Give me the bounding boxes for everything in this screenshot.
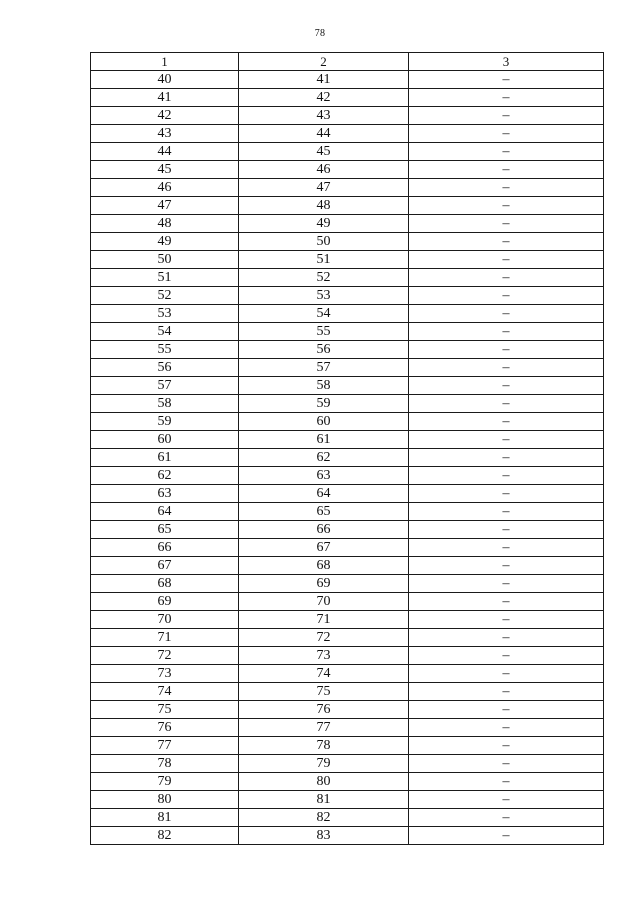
- table-cell-col-1: 69: [91, 593, 239, 611]
- table-row: [91, 737, 604, 755]
- table-cell-col-1: 74: [91, 683, 239, 701]
- table-cell-col-2: 45: [239, 143, 409, 161]
- table-cell-col-3: –: [409, 593, 604, 611]
- table-cell-col-1: 62: [91, 467, 239, 485]
- table-cell-col-1: 80: [91, 791, 239, 809]
- table-cell-col-1: 40: [91, 71, 239, 89]
- table-cell-col-2: 70: [239, 593, 409, 611]
- table-cell-col-2: 81: [239, 791, 409, 809]
- table-cell-col-3: –: [409, 197, 604, 215]
- column-header-2: 2: [239, 53, 409, 71]
- table-cell-col-2: 62: [239, 449, 409, 467]
- table-cell-col-2: 63: [239, 467, 409, 485]
- table-cell-col-2: 56: [239, 341, 409, 359]
- table-cell-col-1: 72: [91, 647, 239, 665]
- table-cell-col-2: 50: [239, 233, 409, 251]
- table-cell-col-2: 79: [239, 755, 409, 773]
- table-cell-col-1: 79: [91, 773, 239, 791]
- table-cell-col-2: 51: [239, 251, 409, 269]
- table-cell-col-1: 43: [91, 125, 239, 143]
- table-row: [91, 539, 604, 557]
- table-cell-col-1: 71: [91, 629, 239, 647]
- table-cell-col-1: 81: [91, 809, 239, 827]
- table-cell-col-3: –: [409, 359, 604, 377]
- table-cell-col-1: 67: [91, 557, 239, 575]
- table-cell-col-3: –: [409, 179, 604, 197]
- table-cell-col-1: 66: [91, 539, 239, 557]
- table-row: [91, 89, 604, 107]
- table-cell-col-2: 61: [239, 431, 409, 449]
- table-row: [91, 251, 604, 269]
- table-cell-col-1: 65: [91, 521, 239, 539]
- table-cell-col-3: –: [409, 269, 604, 287]
- table-row: [91, 683, 604, 701]
- table-row: [91, 629, 604, 647]
- table-cell-col-1: 52: [91, 287, 239, 305]
- table-cell-col-3: –: [409, 395, 604, 413]
- table-cell-col-3: –: [409, 485, 604, 503]
- table-row: [91, 431, 604, 449]
- table-cell-col-1: 41: [91, 89, 239, 107]
- table-cell-col-1: 46: [91, 179, 239, 197]
- table-cell-col-3: –: [409, 323, 604, 341]
- table-cell-col-3: –: [409, 71, 604, 89]
- table-cell-col-1: 77: [91, 737, 239, 755]
- table-cell-col-1: 57: [91, 377, 239, 395]
- table-cell-col-3: –: [409, 431, 604, 449]
- table-cell-col-1: 82: [91, 827, 239, 845]
- table-cell-col-3: –: [409, 413, 604, 431]
- table-cell-col-1: 53: [91, 305, 239, 323]
- table-row: [91, 827, 604, 845]
- table-cell-col-3: –: [409, 125, 604, 143]
- table-row: [91, 485, 604, 503]
- table-cell-col-3: –: [409, 521, 604, 539]
- table-cell-col-2: 46: [239, 161, 409, 179]
- table-row: [91, 71, 604, 89]
- table-cell-col-2: 69: [239, 575, 409, 593]
- table-row: [91, 179, 604, 197]
- table-cell-col-2: 44: [239, 125, 409, 143]
- table-row: [91, 143, 604, 161]
- table-cell-col-2: 71: [239, 611, 409, 629]
- table-cell-col-2: 42: [239, 89, 409, 107]
- table-cell-col-3: –: [409, 827, 604, 845]
- table-row: [91, 287, 604, 305]
- table-row: [91, 467, 604, 485]
- table-cell-col-2: 75: [239, 683, 409, 701]
- table-row: [91, 413, 604, 431]
- table-cell-col-3: –: [409, 611, 604, 629]
- table-cell-col-3: –: [409, 305, 604, 323]
- table-cell-col-2: 82: [239, 809, 409, 827]
- table-cell-col-3: –: [409, 755, 604, 773]
- table-cell-col-3: –: [409, 467, 604, 485]
- table-cell-col-2: 72: [239, 629, 409, 647]
- table-cell-col-3: –: [409, 737, 604, 755]
- table-row: [91, 575, 604, 593]
- table-cell-col-2: 41: [239, 71, 409, 89]
- table-cell-col-2: 66: [239, 521, 409, 539]
- table-cell-col-2: 43: [239, 107, 409, 125]
- table-cell-col-3: –: [409, 665, 604, 683]
- table-cell-col-3: –: [409, 341, 604, 359]
- table-cell-col-1: 56: [91, 359, 239, 377]
- table-cell-col-1: 73: [91, 665, 239, 683]
- table-cell-col-2: 77: [239, 719, 409, 737]
- table-row: [91, 215, 604, 233]
- table-cell-col-1: 50: [91, 251, 239, 269]
- table-row: [91, 521, 604, 539]
- table-cell-col-2: 57: [239, 359, 409, 377]
- table-cell-col-1: 47: [91, 197, 239, 215]
- table-cell-col-1: 54: [91, 323, 239, 341]
- table-cell-col-3: –: [409, 143, 604, 161]
- table-body: [91, 71, 604, 845]
- table-cell-col-2: 80: [239, 773, 409, 791]
- table-cell-col-2: 52: [239, 269, 409, 287]
- table-cell-col-3: –: [409, 251, 604, 269]
- table-cell-col-1: 76: [91, 719, 239, 737]
- table-row: [91, 197, 604, 215]
- table-cell-col-3: –: [409, 683, 604, 701]
- table-cell-col-3: –: [409, 215, 604, 233]
- table-cell-col-3: –: [409, 791, 604, 809]
- table-cell-col-1: 51: [91, 269, 239, 287]
- table-row: [91, 611, 604, 629]
- table-cell-col-2: 48: [239, 197, 409, 215]
- column-header-1: 1: [91, 53, 239, 71]
- table-cell-col-2: 54: [239, 305, 409, 323]
- table-cell-col-3: –: [409, 89, 604, 107]
- table-cell-col-2: 68: [239, 557, 409, 575]
- table-row: [91, 647, 604, 665]
- table-row: [91, 233, 604, 251]
- table-cell-col-1: 44: [91, 143, 239, 161]
- table-row: [91, 593, 604, 611]
- table-row: [91, 665, 604, 683]
- table-cell-col-1: 61: [91, 449, 239, 467]
- table-cell-col-1: 49: [91, 233, 239, 251]
- table-cell-col-3: –: [409, 377, 604, 395]
- table-cell-col-2: 64: [239, 485, 409, 503]
- table-row: [91, 719, 604, 737]
- table-header: [91, 53, 604, 71]
- table-cell-col-2: 53: [239, 287, 409, 305]
- table-cell-col-3: –: [409, 233, 604, 251]
- table-cell-col-1: 42: [91, 107, 239, 125]
- table-row: [91, 557, 604, 575]
- data-table: [90, 52, 604, 845]
- column-header-3: 3: [409, 53, 604, 71]
- table-cell-col-1: 64: [91, 503, 239, 521]
- table-row: [91, 449, 604, 467]
- table-cell-col-2: 60: [239, 413, 409, 431]
- table-cell-col-2: 58: [239, 377, 409, 395]
- table-cell-col-1: 60: [91, 431, 239, 449]
- table-row: [91, 503, 604, 521]
- table-row: [91, 773, 604, 791]
- table-cell-col-3: –: [409, 287, 604, 305]
- table-row: [91, 701, 604, 719]
- table-cell-col-3: –: [409, 629, 604, 647]
- table-cell-col-2: 55: [239, 323, 409, 341]
- table-row: [91, 305, 604, 323]
- table-cell-col-1: 68: [91, 575, 239, 593]
- table-cell-col-2: 73: [239, 647, 409, 665]
- table-cell-col-3: –: [409, 719, 604, 737]
- table-cell-col-1: 58: [91, 395, 239, 413]
- table-row: [91, 809, 604, 827]
- table-cell-col-2: 67: [239, 539, 409, 557]
- table-cell-col-2: 65: [239, 503, 409, 521]
- table-row: [91, 791, 604, 809]
- table-row: [91, 269, 604, 287]
- table-row: [91, 755, 604, 773]
- table-cell-col-3: –: [409, 161, 604, 179]
- table-cell-col-3: –: [409, 773, 604, 791]
- table-cell-col-3: –: [409, 107, 604, 125]
- table-cell-col-1: 59: [91, 413, 239, 431]
- table-cell-col-3: –: [409, 449, 604, 467]
- table-cell-col-1: 78: [91, 755, 239, 773]
- table-cell-col-3: –: [409, 701, 604, 719]
- table-row: [91, 107, 604, 125]
- table-cell-col-2: 78: [239, 737, 409, 755]
- table-cell-col-1: 45: [91, 161, 239, 179]
- table-row: [91, 377, 604, 395]
- table-cell-col-1: 55: [91, 341, 239, 359]
- table-cell-col-3: –: [409, 557, 604, 575]
- table-cell-col-1: 70: [91, 611, 239, 629]
- table-cell-col-3: –: [409, 575, 604, 593]
- table-cell-col-1: 75: [91, 701, 239, 719]
- table-cell-col-2: 83: [239, 827, 409, 845]
- page-number: 78: [314, 28, 326, 39]
- table-cell-col-3: –: [409, 503, 604, 521]
- table-cell-col-2: 76: [239, 701, 409, 719]
- table-cell-col-1: 63: [91, 485, 239, 503]
- table-cell-col-2: 74: [239, 665, 409, 683]
- table-cell-col-3: –: [409, 539, 604, 557]
- table-cell-col-1: 48: [91, 215, 239, 233]
- table-row: [91, 125, 604, 143]
- table-row: [91, 161, 604, 179]
- table-cell-col-2: 47: [239, 179, 409, 197]
- table-row: [91, 395, 604, 413]
- table-row: [91, 341, 604, 359]
- table-row: [91, 323, 604, 341]
- table-cell-col-2: 49: [239, 215, 409, 233]
- table-cell-col-3: –: [409, 647, 604, 665]
- table-row: [91, 359, 604, 377]
- header-row: [91, 53, 604, 71]
- table-cell-col-3: –: [409, 809, 604, 827]
- table-cell-col-2: 59: [239, 395, 409, 413]
